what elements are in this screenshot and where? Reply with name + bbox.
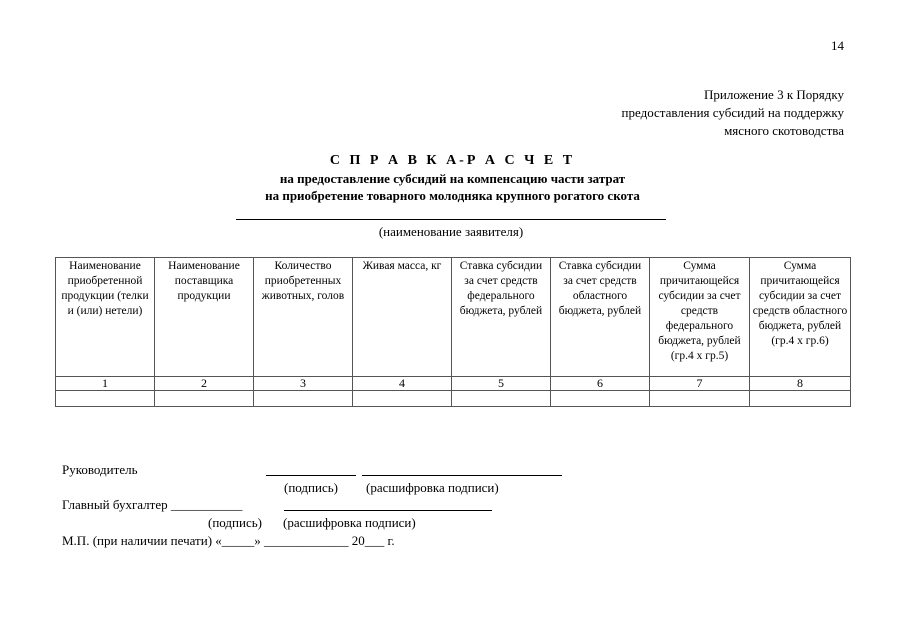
applicant-name-line <box>236 219 666 220</box>
empty-cell <box>254 391 353 407</box>
empty-cell <box>750 391 851 407</box>
head-decode-caption: (расшифровка подписи) <box>366 480 499 495</box>
header-cell-regional-sum: Сумма причитающейся субсидии за счет средств областного бюджета, рублей (гр.4 х гр.6) <box>750 258 851 377</box>
column-number: 4 <box>353 377 452 391</box>
head-signature-caption: (подпись) <box>284 480 338 495</box>
document-subtitle-line-2: на приобретение товарного молодняка крупного рогатого скота <box>265 188 640 203</box>
appendix-line-2: предоставления субсидий на поддержку <box>621 105 844 120</box>
seal-date-line: М.П. (при наличии печати) «_____» _____________ 20___ г. <box>62 533 395 548</box>
applicant-caption: (наименование заявителя) <box>378 224 524 239</box>
accountant-decode-caption: (расшифровка подписи) <box>283 515 416 530</box>
header-cell-product: Наименование приобретенной продукции (телки и (или) нетели) <box>56 258 155 377</box>
accountant-signature-label: Главный бухгалтер ___________ <box>62 497 243 512</box>
header-cell-regional-rate: Ставка субсидии за счет средств областного бюджета, рублей <box>551 258 650 377</box>
column-number: 1 <box>56 377 155 391</box>
column-number: 3 <box>254 377 353 391</box>
header-cell-live-weight: Живая масса, кг <box>353 258 452 377</box>
empty-cell <box>353 391 452 407</box>
header-cell-federal-sum: Сумма причитающейся субсидии за счет средств федерального бюджета, рублей (гр.4 х гр.5) <box>650 258 750 377</box>
table-column-numbers-row <box>56 377 851 391</box>
header-cell-quantity: Количество приобретенных животных, голов <box>254 258 353 377</box>
header-cell-supplier: Наименование поставщика продукции <box>155 258 254 377</box>
table-empty-row <box>56 391 851 407</box>
appendix-line-1: Приложение 3 к Порядку <box>704 87 844 102</box>
head-signature-line <box>266 475 356 476</box>
column-number: 8 <box>750 377 851 391</box>
empty-cell <box>155 391 254 407</box>
head-signature-label: Руководитель <box>62 462 138 477</box>
table-header-row <box>56 258 851 377</box>
column-number: 7 <box>650 377 750 391</box>
column-number: 6 <box>551 377 650 391</box>
page-number: 14 <box>831 38 844 53</box>
head-decode-line <box>362 475 562 476</box>
empty-cell <box>551 391 650 407</box>
calculation-table <box>55 257 851 407</box>
document-subtitle-line-1: на предоставление субсидий на компенсацию части затрат <box>279 171 626 186</box>
header-cell-federal-rate: Ставка субсидии за счет средств федерального бюджета, рублей <box>452 258 551 377</box>
accountant-decode-line <box>284 510 492 511</box>
column-number: 2 <box>155 377 254 391</box>
document-title: С П Р А В К А-Р А С Ч Е Т <box>329 153 576 168</box>
accountant-signature-caption: (подпись) <box>208 515 262 530</box>
appendix-line-3: мясного скотоводства <box>724 123 844 138</box>
empty-cell <box>650 391 750 407</box>
column-number: 5 <box>452 377 551 391</box>
empty-cell <box>56 391 155 407</box>
empty-cell <box>452 391 551 407</box>
